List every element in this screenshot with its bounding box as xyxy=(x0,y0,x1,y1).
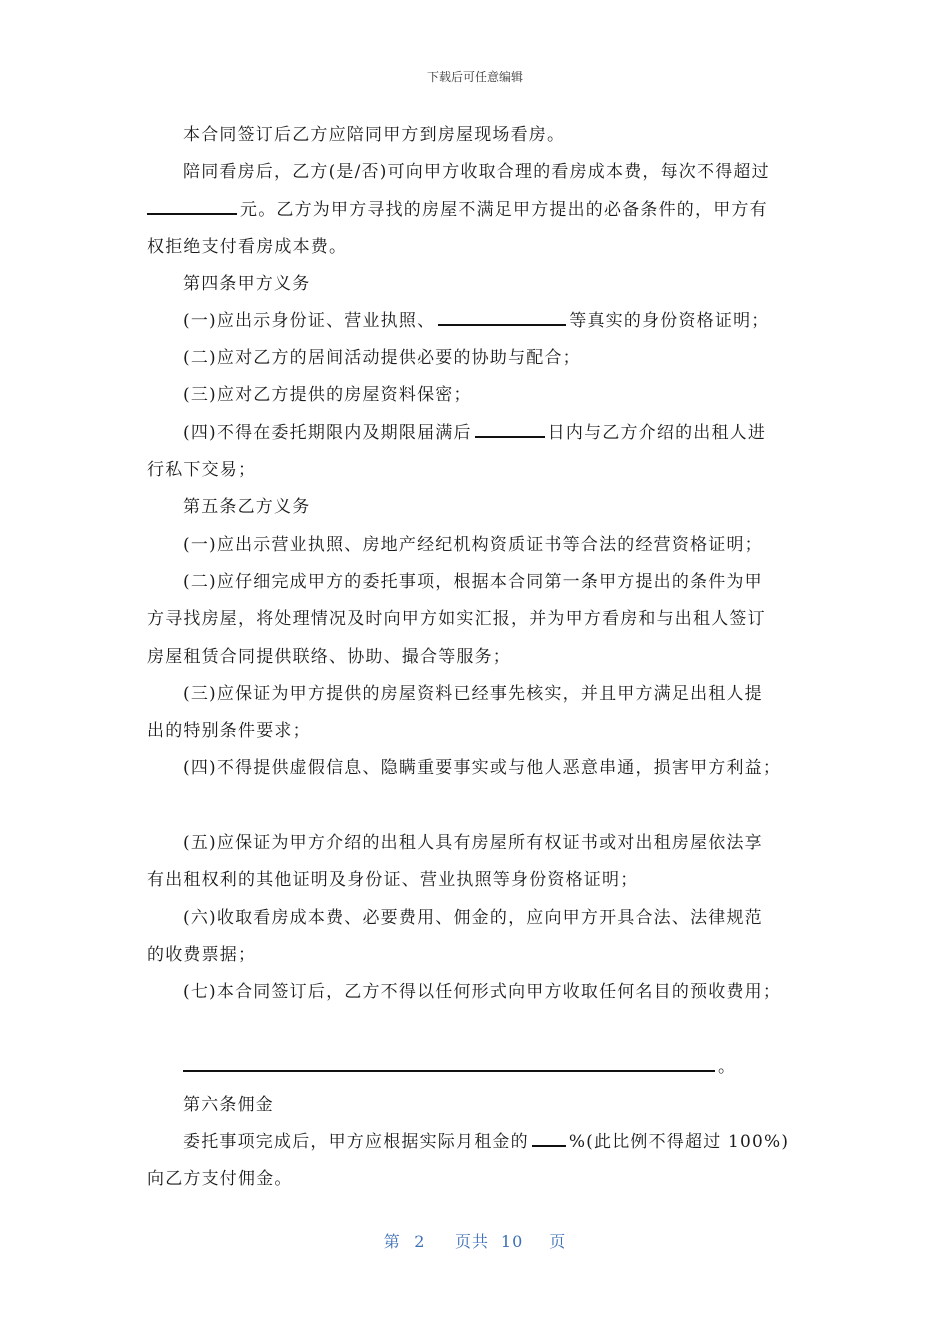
fill-in-blank[interactable] xyxy=(438,310,566,326)
paragraph: 本合同签订后乙方应陪同甲方到房屋现场看房。 xyxy=(183,125,566,145)
footer-suffix: 页 xyxy=(549,1232,567,1251)
page-footer xyxy=(0,1229,950,1252)
fill-in-blank[interactable] xyxy=(147,199,237,215)
footer-mid: 页共 xyxy=(454,1232,489,1251)
article-heading: 第五条乙方义务 xyxy=(183,497,311,517)
paragraph-text: (四)不得在委托期限内及期限届满后 xyxy=(183,423,472,443)
fill-in-blank[interactable] xyxy=(532,1131,566,1147)
paragraph: (六)收取看房成本费、必要费用、佣金的，应向甲方开具合法、法律规范 xyxy=(183,908,763,928)
paragraph-text: (一)应出示身份证、营业执照、 xyxy=(183,311,436,331)
article-heading: 第四条甲方义务 xyxy=(183,274,311,294)
total-pages: 10 xyxy=(500,1232,524,1251)
fill-in-blank[interactable] xyxy=(183,1056,715,1072)
paragraph-line: 的收费票据； xyxy=(147,945,257,965)
paragraph-line: 有出租权利的其他证明及身份证、营业执照等身份资格证明； xyxy=(147,870,639,890)
paragraph-line: 行私下交易； xyxy=(147,460,257,480)
footer-prefix: 第 xyxy=(383,1232,401,1251)
paragraph: (三)应对乙方提供的房屋资料保密； xyxy=(183,385,472,405)
paragraph-text: 等真实的身份资格证明； xyxy=(569,311,770,331)
paragraph-line: 方寻找房屋，将处理情况及时向甲方如实汇报，并为甲方看房和与出租人签订 xyxy=(147,609,766,629)
paragraph: (五)应保证为甲方介绍的出租人具有房屋所有权证书或对出租房屋依法享 xyxy=(183,833,763,853)
paragraph-text: %(此比例不得超过 100%) xyxy=(568,1132,790,1152)
paragraph-line: 权拒绝支付看房成本费。 xyxy=(147,237,348,257)
paragraph-line xyxy=(183,1131,789,1153)
page-header: 下载后可任意编辑 xyxy=(426,70,523,84)
paragraph-line: 出的特别条件要求； xyxy=(147,721,311,741)
paragraph: (四)不得提供虚假信息、隐瞒重要事实或与他人恶意串通，损害甲方利益； xyxy=(183,758,782,778)
fill-in-blank[interactable] xyxy=(475,422,545,438)
paragraph: (三)应保证为甲方提供的房屋资料已经事先核实，并且甲方满足出租人提 xyxy=(183,684,763,704)
paragraph-text: 。 xyxy=(718,1057,737,1077)
paragraph-line: 房屋租赁合同提供联络、协助、撮合等服务； xyxy=(147,647,511,667)
paragraph-text: 日内与乙方介绍的出租人进 xyxy=(547,423,767,443)
paragraph: (二)应对乙方的居间活动提供必要的协助与配合； xyxy=(183,348,581,368)
paragraph: (七)本合同签订后，乙方不得以任何形式向甲方收取任何名目的预收费用； xyxy=(183,982,782,1002)
paragraph-line: 向乙方支付佣金。 xyxy=(147,1169,293,1189)
paragraph-line xyxy=(183,422,766,444)
paragraph-text: 委托事项完成后，甲方应根据实际月租金的 xyxy=(183,1132,529,1152)
paragraph-text: 元。乙方为甲方寻找的房屋不满足甲方提出的必备条件的，甲方有 xyxy=(240,200,768,220)
page-number: 2 xyxy=(414,1232,426,1251)
paragraph: (二)应仔细完成甲方的委托事项，根据本合同第一条甲方提出的条件为甲 xyxy=(183,572,763,592)
paragraph-line xyxy=(147,199,768,221)
article-heading: 第六条佣金 xyxy=(183,1095,274,1115)
paragraph: (一)应出示营业执照、房地产经纪机构资质证书等合法的经营资格证明； xyxy=(183,535,763,555)
paragraph-line xyxy=(183,1056,736,1078)
paragraph: 陪同看房后，乙方(是/否)可向甲方收取合理的看房成本费，每次不得超过 xyxy=(183,162,770,182)
paragraph-line xyxy=(183,310,769,332)
